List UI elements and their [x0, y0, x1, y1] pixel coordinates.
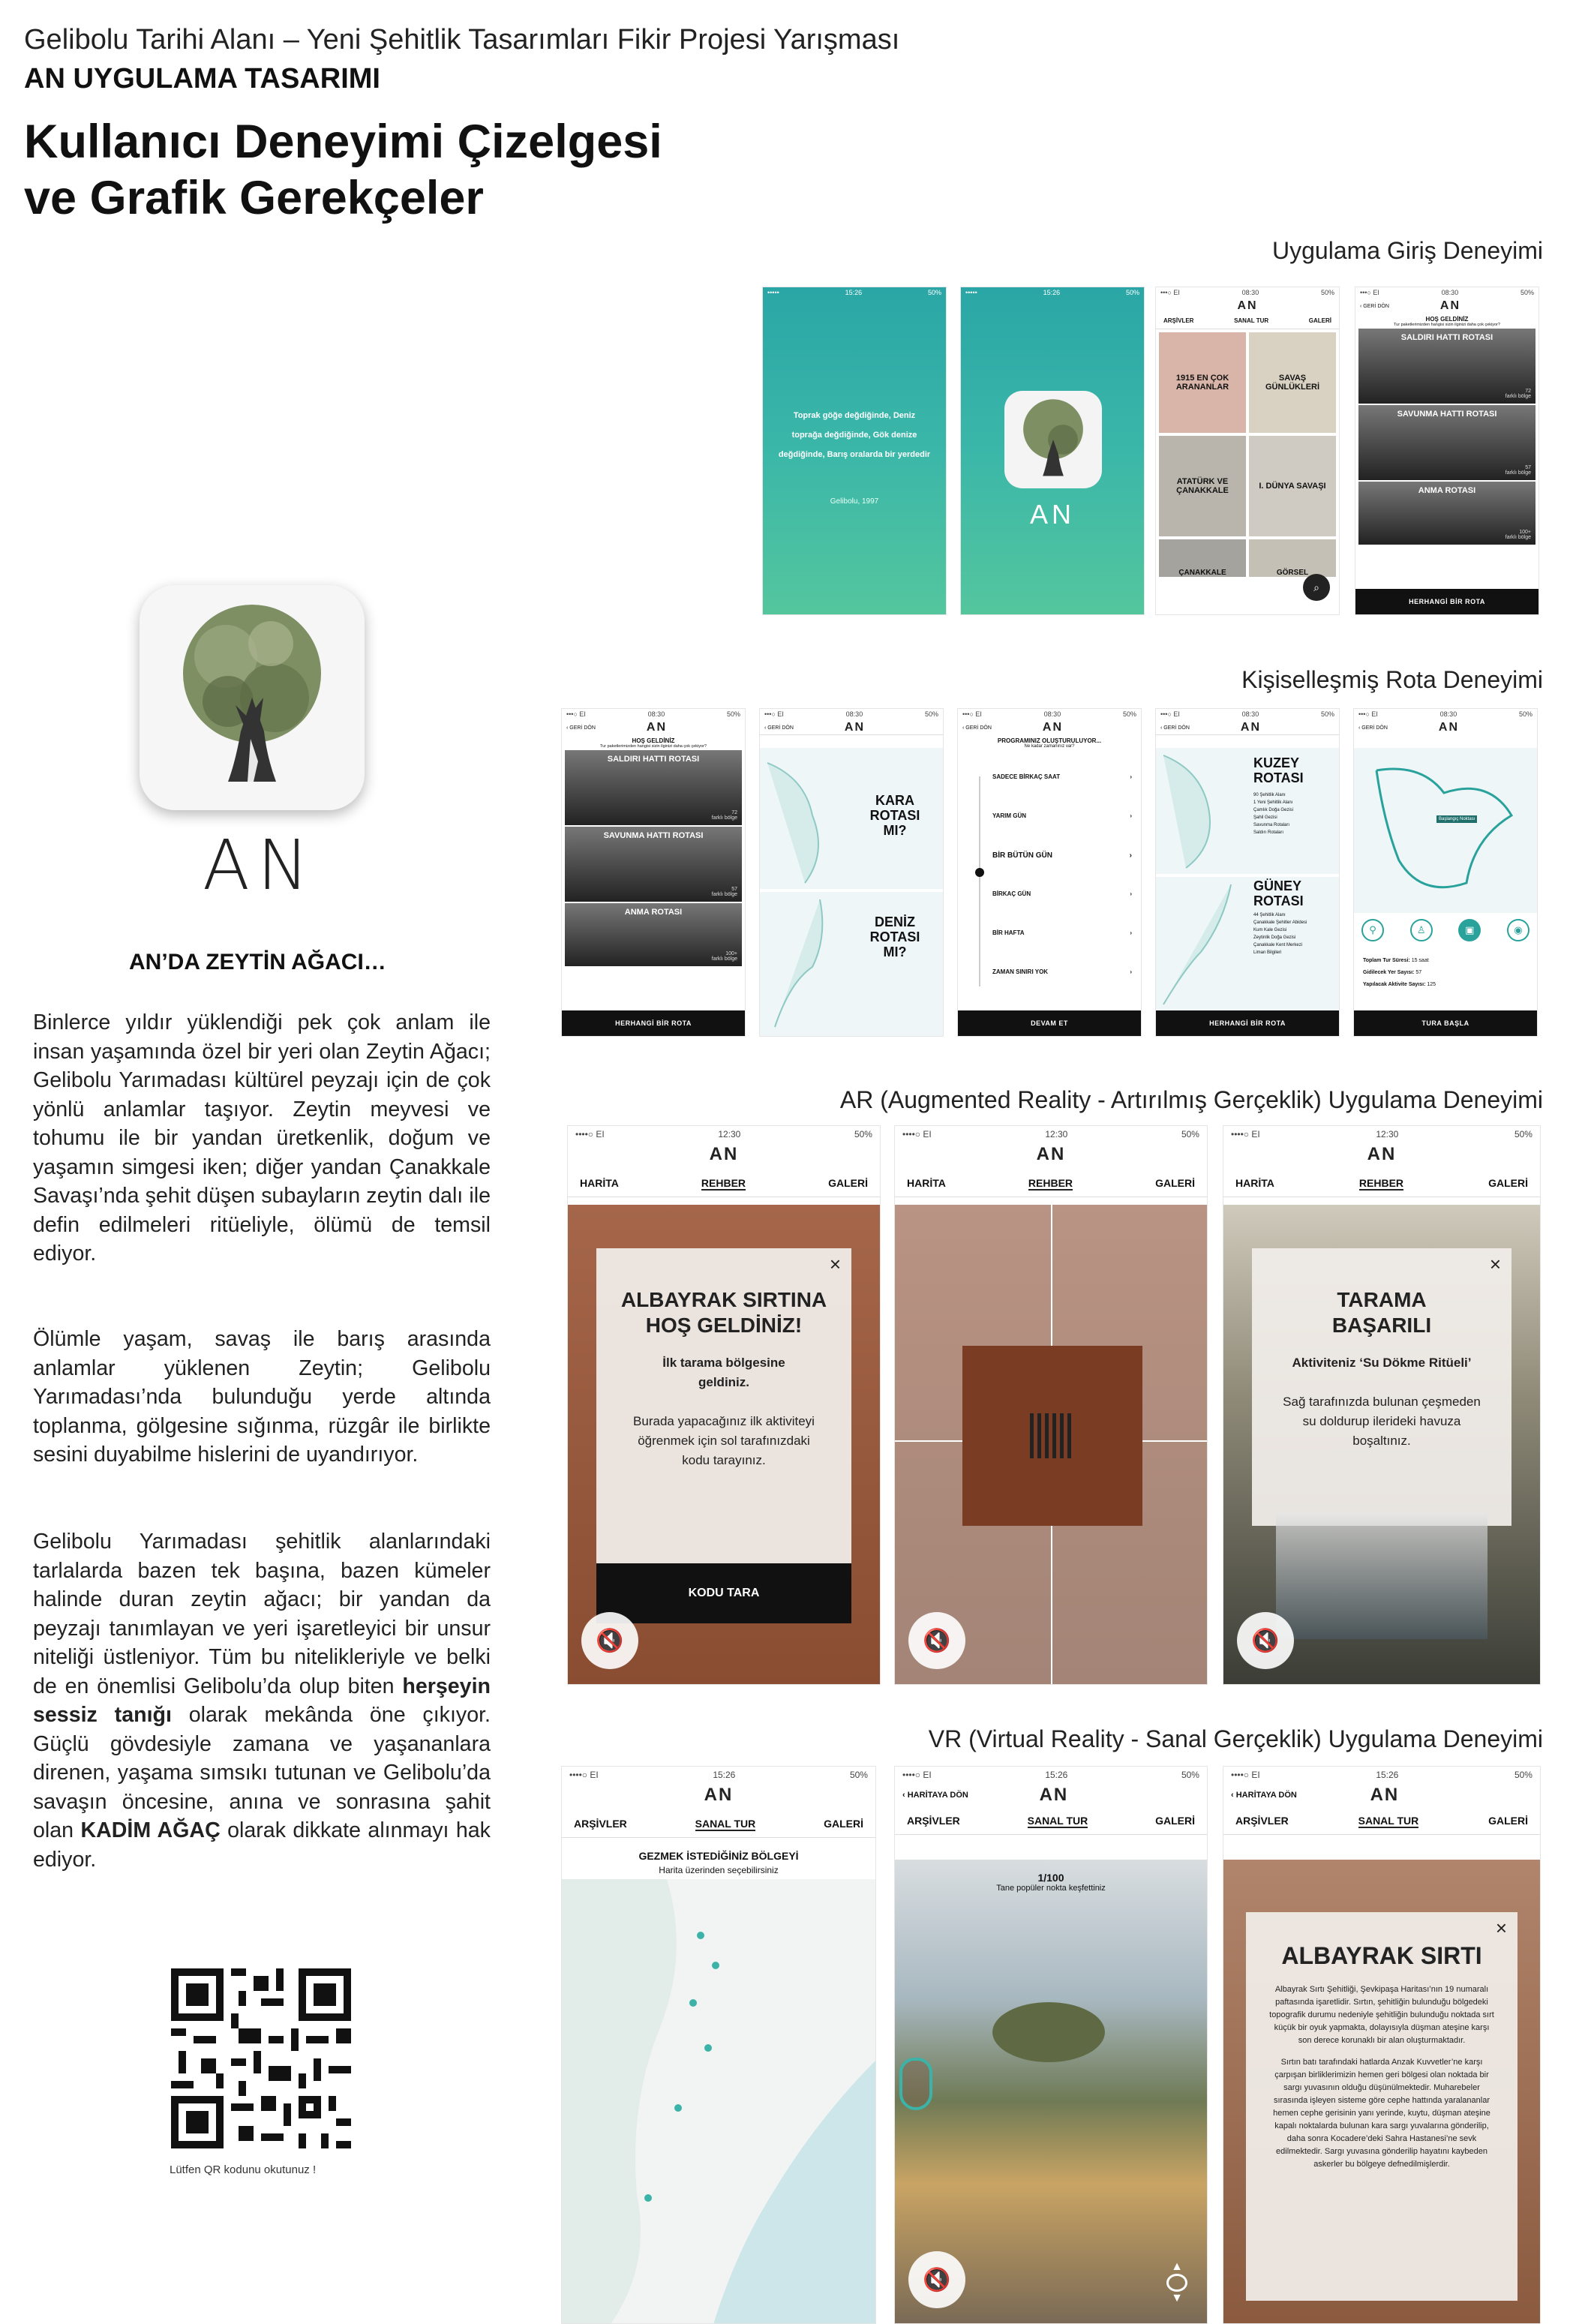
land-question: KARA ROTASI MI?: [869, 793, 920, 838]
intro-quote-source: Gelibolu, 1997: [830, 497, 879, 506]
tab-map[interactable]: HARİTA: [1235, 1177, 1274, 1189]
tile-war-diaries[interactable]: SAVAŞ GÜNLÜKLERİ: [1249, 332, 1336, 433]
qr-code[interactable]: [171, 1968, 351, 2148]
vr-panorama[interactable]: [895, 1860, 1207, 2323]
tab-guide[interactable]: REHBER: [1028, 1177, 1073, 1189]
card-subtitle: İlk tarama bölgesine geldiniz.: [662, 1356, 785, 1389]
back-button[interactable]: ‹ GERİ DÖN: [1358, 725, 1388, 731]
route-card-memorial[interactable]: ANMA ROTASI 100+ farklı bölge: [565, 903, 742, 966]
time-option[interactable]: SADECE BİRKAÇ SAAT ›: [992, 773, 1132, 812]
section-vr-label: VR (Virtual Reality - Sanal Gerçeklik) Uygulama Deneyimi: [928, 1725, 1543, 1752]
tree-heading: AN’DA ZEYTİN AĞACI…: [129, 950, 386, 974]
arrow-down-icon[interactable]: ▼: [1171, 2292, 1183, 2304]
ar-welcome-screen: ••••○ EI 12:30 50% AN HARİTA REHBER GALERİ × ALBAYRAK SIRTINA HOŞ GELDİNİZ! İlk tarama bölgesine geldiniz. Burada yapacağınız ilk aktiviteyi öğrenmek için sol tarafınızdaki kodu tarayınız. KODU TARA 🔇: [567, 1125, 881, 1685]
chevron-right-icon: ›: [1130, 773, 1132, 780]
tab-archives[interactable]: ARŞİVLER: [574, 1818, 627, 1830]
navigation-control[interactable]: [1162, 2260, 1192, 2305]
site-text-2: Sırtın batı tarafındaki hatlarda Anzak Kuvvetler’ne karşı çarpışan birliklerimizin hemen geri bölgesi olan noktada bir sargı yuvasının olduğu düşünülmektedir. Muharebeler sırasında işleyen sisteme göre cephe hattında yaralananlar hemen cephe gerisinin yanı yerinde, kuytu, düşman ateşine kapalı noktalarda bulunan kara sargı yuvalarına gönderilip, daha sonra Kocadere’deki Sahra Hastanesi’ne sevk edilmektedir. Sargı yuvasına gönderilip hayatını kaybeden askerler bu bölgeye defnedilmişlerdir.: [1273, 2058, 1490, 2169]
land-option[interactable]: [760, 748, 943, 890]
tile-canakkale[interactable]: ÇANAKKALE: [1159, 539, 1246, 577]
welcome-card: [596, 1248, 851, 1599]
paragraph-2: Ölümle yaşam, savaş ile barış arasında anlamlar yüklenen Zeytin; Gelibolu Yarımadası’nda bulunduğu yerde altında toplanma, gölgesine sığınma, rüzgâr ile birlikte sesini duyabilme hislerini de uyandırıyor.: [33, 1327, 491, 1467]
welcome-sub: Tur paketlerimizden hangisi sizin ilginizi daha çok çekiyor?: [1394, 323, 1500, 327]
screen-logo: AN: [1039, 1785, 1069, 1805]
chevron-left-icon: ‹: [1231, 1791, 1236, 1800]
card-subtitle: Aktiviteniz ‘Su Dökme Ritüeli’: [1292, 1356, 1472, 1370]
mute-icon[interactable]: 🔇: [908, 2251, 965, 2308]
chevron-left-icon: ‹: [902, 1791, 908, 1800]
back-button[interactable]: ‹ GERİ DÖN: [1360, 303, 1389, 309]
screen-logo: AN: [709, 1144, 739, 1164]
tab-guide[interactable]: REHBER: [701, 1177, 746, 1189]
chevron-left-icon: ‹: [566, 725, 570, 731]
south-title: GÜNEY ROTASI: [1253, 878, 1304, 908]
tab-gallery[interactable]: GALERİ: [824, 1818, 863, 1830]
ar-camera-view: [1223, 1205, 1540, 1684]
route-map[interactable]: [1354, 748, 1537, 913]
chevron-right-icon: ›: [1130, 968, 1132, 975]
tab-archives[interactable]: ARŞİVLER: [1163, 317, 1194, 324]
route-welcome-screen: •••○ EI 08:30 50% ‹ GERİ DÖN AN HOŞ GELDİNİZ Tur paketlerimizden hangisi sizin ilginizi daha çok çekiyor? SALDIRI HATTI ROTASI 72 farklı bölge SAVUNMA HATTI ROTASI 57 farklı bölge ANMA ROTASI 100+ farklı bölge HERHANGİ BİR ROTA: [561, 708, 746, 1037]
welcome-title: HOŞ GELDİNİZ: [1425, 316, 1469, 323]
bus-icon[interactable]: ▣: [1458, 919, 1481, 941]
ar-camera-view: [895, 1205, 1207, 1684]
card-title: TARAMA BAŞARILI: [1331, 1288, 1432, 1337]
screen-logo: AN: [1237, 299, 1258, 312]
app-icon: [140, 585, 365, 810]
vr-map-screen: ••••○ EI 15:26 50% AN ARŞİVLER SANAL TUR GALERİ GEZMEK İSTEDİĞİNİZ BÖLGEYİ Harita üzerinden seçebilirsiniz: [561, 1766, 876, 2324]
qr-caption: Lütfen QR kodunu okutunuz !: [170, 2163, 317, 2176]
competition-title: Gelibolu Tarihi Alanı – Yeni Şehitlik Tasarımları Fikir Projesi Yarışması: [24, 24, 900, 56]
intro-quote: Toprak göğe değdiğinde, Deniz toprağa değdiğinde, Gök denize değdiğinde, Barış oralarda bir yerdedir: [778, 411, 931, 459]
map-pin[interactable]: [644, 2194, 652, 2202]
section-ar-label: AR (Augmented Reality - Artırılmış Gerçeklik) Uygulama Deneyimi: [839, 1086, 1543, 1113]
chevron-left-icon: ‹: [962, 725, 966, 731]
program-sub: Ne kadar zamanınız var?: [1024, 744, 1075, 749]
map-pin[interactable]: [674, 2104, 682, 2112]
scan-code-button[interactable]: KODU TARA: [596, 1563, 851, 1623]
chevron-right-icon: ›: [1130, 929, 1132, 936]
tile-visual[interactable]: GÖRSEL: [1249, 539, 1336, 577]
bike-icon[interactable]: ⚲: [1361, 919, 1384, 941]
back-to-map-button[interactable]: ‹ HARİTAYA DÖN: [902, 1791, 968, 1800]
land-sea-screen: •••○ EI 08:30 50% ‹ GERİ DÖN AN KARA ROTASI MI? DENİZ ROTASI MI?: [759, 708, 944, 1037]
ar-camera-view: [568, 1205, 880, 1684]
walk-icon[interactable]: ♙: [1410, 919, 1433, 941]
brand-logo: AN: [203, 825, 317, 905]
success-card: [1252, 1248, 1511, 1526]
intro-archive-screen: •••○ EI 08:30 50% AN ARŞİVLER SANAL TUR GALERİ 1915 EN ÇOK ARANANLAR SAVAŞ GÜNLÜKLERİ ATATÜRK VE ÇANAKKALE I. DÜNYA SAVAŞI ÇANAKKALE GÖRSEL ⌕: [1155, 287, 1340, 615]
tile-most-searched[interactable]: 1915 EN ÇOK ARANANLAR: [1159, 332, 1246, 433]
tab-archives[interactable]: ARŞİVLER: [907, 1815, 960, 1827]
site-info-card: [1246, 1912, 1517, 2301]
chevron-right-icon: ›: [1130, 812, 1132, 819]
card-text: Sağ tarafınızda bulunan çeşmeden su doldurup ilerideki havuza boşaltınız.: [1283, 1395, 1481, 1448]
screen-logo: AN: [844, 721, 865, 734]
north-route-option[interactable]: [1156, 748, 1339, 875]
back-to-map-button[interactable]: ‹ HARİTAYA DÖN: [1231, 1791, 1297, 1800]
mute-icon[interactable]: 🔇: [908, 1612, 965, 1669]
tab-gallery[interactable]: GALERİ: [1155, 1815, 1195, 1827]
tab-virtual-tour[interactable]: SANAL TUR: [1234, 317, 1269, 324]
north-title: KUZEY ROTASI: [1253, 755, 1304, 785]
scan-target: [962, 1346, 1142, 1526]
mute-icon[interactable]: 🔇: [1237, 1612, 1294, 1669]
time-selection-screen: •••○ EI 08:30 50% ‹ GERİ DÖN AN PROGRAMINIZ OLUŞTURULUYOR... Ne kadar zamanınız var? SADECE BİRKAÇ SAAT › YARIM GÜN › BİR BÜTÜN GÜN › BİRKAÇ GÜN › BİR HAFTA › ZAMAN SINIRI YOK › DEVAM ET: [957, 708, 1142, 1037]
back-button[interactable]: ‹ GERİ DÖN: [566, 725, 596, 731]
start-tour-button[interactable]: TURA BAŞLA: [1354, 1010, 1537, 1036]
chevron-left-icon: ‹: [1160, 725, 1164, 731]
map-pin[interactable]: [704, 2044, 712, 2052]
card-title: ALBAYRAK SIRTINA HOŞ GELDİNİZ!: [620, 1288, 827, 1337]
region-map[interactable]: [562, 1879, 875, 2323]
region-title: GEZMEK İSTEDİĞİNİZ BÖLGEYİ: [638, 1850, 799, 1862]
time-option[interactable]: BİR HAFTA ›: [992, 929, 1132, 968]
intro-quote-screen: ••••• 15:26 50% Toprak göğe değdiğinde, Deniz toprağa değdiğinde, Gök denize değdiğinde, Barış oralarda bir yerdedir Gelibolu, 1997: [762, 287, 947, 615]
continue-button[interactable]: DEVAM ET: [958, 1010, 1141, 1036]
tab-guide[interactable]: REHBER: [1358, 1177, 1404, 1189]
stat-row: Toplam Tur Süresi: 15 saat: [1363, 958, 1429, 963]
any-route-button[interactable]: HERHANGİ BİR ROTA: [562, 1010, 745, 1036]
tile-ww1[interactable]: I. DÜNYA SAVAŞI: [1249, 436, 1336, 536]
site-text-1: Albayrak Sırtı Şehitliği, Şevkipaşa Haritası’nın 19 numaralı paftasında işaretlidir. Sırtın, şehitliğin bulunduğu bölgedeki topografik durumu nedeniyle şehitliğin bulunduğu noktada sırt küçük bir oyuk yapmakta, dolayısıyla düşman ateşine karşı son derece korunaklı bir alan oluşturmaktadır.: [1269, 1985, 1494, 2045]
discover-sub: Tane popüler nokta keşfettiniz: [996, 1884, 1106, 1893]
map-pin[interactable]: [712, 1962, 719, 1969]
chevron-right-icon: ›: [1129, 851, 1132, 860]
screen-logo: AN: [1036, 1144, 1066, 1164]
screen-logo: AN: [1439, 299, 1460, 312]
splash-app-icon: [1004, 391, 1102, 488]
intro-splash-screen: ••••• 15:26 50% AN: [960, 287, 1145, 615]
program-title: PROGRAMINIZ OLUŞTURULUYOR...: [997, 737, 1102, 744]
stat-row: Yapılacak Aktivite Sayısı: 125: [1363, 982, 1436, 987]
start-point-pin[interactable]: Başlangıç Noktası: [1436, 815, 1477, 823]
route-card-attack[interactable]: SALDIRI HATTI ROTASI 72 farklı bölge: [1358, 329, 1535, 404]
any-route-button[interactable]: HERHANGİ BİR ROTA: [1355, 589, 1538, 614]
tab-map[interactable]: HARİTA: [907, 1177, 946, 1189]
time-option[interactable]: BİRKAÇ GÜN ›: [992, 890, 1132, 929]
tab-gallery[interactable]: GALERİ: [1488, 1815, 1528, 1827]
time-option[interactable]: ZAMAN SINIRI YOK ›: [992, 968, 1132, 998]
search-icon[interactable]: ⌕: [1303, 574, 1330, 601]
tab-gallery[interactable]: GALERİ: [1488, 1177, 1528, 1189]
car-icon[interactable]: ◉: [1507, 919, 1529, 941]
close-icon[interactable]: ×: [1489, 1253, 1501, 1275]
section-intro-label: Uygulama Giriş Deneyimi: [1272, 237, 1543, 264]
tab-archives[interactable]: ARŞİVLER: [1235, 1815, 1289, 1827]
olive-tree-icon: [140, 585, 365, 810]
region-sub: Harita üzerinden seçebilirsiniz: [659, 1865, 779, 1875]
welcome-title: HOŞ GELDİNİZ: [632, 737, 675, 744]
back-button[interactable]: ‹ GERİ DÖN: [764, 725, 794, 731]
qr-target-icon: [1030, 1413, 1075, 1458]
vr-background: [1223, 1860, 1540, 2323]
time-slider-line[interactable]: [979, 776, 980, 986]
time-option[interactable]: YARIM GÜN ›: [992, 812, 1132, 851]
south-list: 44 Şehitlik Alanı Çanakkale Şehitler Abidesi Kum Kale Gezisi Zeytinlik Doğa Gezisi Çanakkale Kent Merkezi Liman Bilgileri: [1253, 913, 1307, 955]
map-pin[interactable]: [689, 1999, 697, 2007]
screen-logo: AN: [646, 721, 667, 734]
arrow-up-icon[interactable]: ▲: [1171, 2260, 1183, 2273]
tab-gallery[interactable]: GALERİ: [1308, 317, 1331, 324]
paragraph-1: Binlerce yıldır yüklendiği pek çok anlam ile insan yaşamında özel bir yeri olan Zeytin Ağacı; Gelibolu Yarımadası kültürel peyzajı için de çok yönlü anlamlar taşıyor. Zeytin meyvesi ve tohumu ile bir yandan üretkenlik, doğum ve yaşamın simgesi iken; diğer yandan Çanakkale Savaşı’nda şehit düşen subayların zeytin dalı ile defin edilmeleri ritüeliyle, ölümü de temsil ediyor.: [33, 1010, 491, 1266]
south-route-option[interactable]: [1156, 877, 1339, 1010]
hotspot-marker[interactable]: [899, 2058, 932, 2110]
target-icon[interactable]: [1166, 2274, 1187, 2292]
welcome-sub: Tur paketlerimizden hangisi sizin ilginizi daha çok çekiyor?: [600, 744, 707, 749]
ar-scan-screen: ••••○ EI 12:30 50% AN HARİTA REHBER GALERİ 🔇: [894, 1125, 1208, 1685]
tab-virtual-tour[interactable]: SANAL TUR: [695, 1818, 756, 1830]
map-pin[interactable]: [697, 1932, 704, 1939]
north-south-screen: •••○ EI 08:30 50% ‹ GERİ DÖN AN KUZEY ROTASI 90 Şehitlik Alanı 1 Yeni Şehitlik Alanı Çamlık Doğa Gezisi Şahil Gezisi Savunma Rotaları Saldırı Rotaları GÜNEY ROTASI 44 Şehitlik Alanı Çanakkale Şehitler Abidesi Kum Kale Gezisi Zeytinlik Doğa Gezisi Çanakkale Kent Merkezi Liman Bilgileri HERHANGİ BİR ROTA: [1155, 708, 1340, 1037]
site-title: ALBAYRAK SIRTI: [1281, 1942, 1482, 1969]
discover-counter: 1/100: [1037, 1872, 1064, 1884]
tab-map[interactable]: HARİTA: [580, 1177, 619, 1189]
tile-ataturk[interactable]: ATATÜRK VE ÇANAKKALE: [1159, 436, 1246, 536]
route-card-attack[interactable]: SALDIRI HATTI ROTASI 72 farklı bölge: [565, 750, 742, 825]
chevron-right-icon: ›: [1130, 890, 1132, 897]
vr-tour-screen: ••••○ EI 15:26 50% ‹ HARİTAYA DÖN AN ARŞİVLER SANAL TUR GALERİ 1/100 Tane popüler nokta keşfettiniz 🔇 ▲ ▼: [894, 1766, 1208, 2324]
screen-logo: AN: [1370, 1785, 1400, 1805]
route-card-memorial[interactable]: ANMA ROTASI 100+ farklı bölge: [1358, 482, 1535, 545]
splash-logo: AN: [1029, 499, 1075, 530]
tab-gallery[interactable]: GALERİ: [1155, 1177, 1195, 1189]
chevron-left-icon: ‹: [1358, 725, 1362, 731]
chevron-left-icon: ‹: [1360, 303, 1364, 309]
time-option-selected[interactable]: BİR BÜTÜN GÜN ›: [992, 851, 1132, 890]
mute-icon[interactable]: 🔇: [581, 1612, 638, 1669]
ar-success-screen: ••••○ EI 12:30 50% AN HARİTA REHBER GALERİ × TARAMA BAŞARILI Aktiviteniz ‘Su Dökme Ritüeli’ Sağ tarafınızda bulunan çeşmeden su doldurup ilerideki havuza boşaltınız. 🔇: [1223, 1125, 1541, 1685]
stat-row: Gidilecek Yer Sayısı: 57: [1363, 970, 1422, 975]
paragraph-3: Gelibolu Yarımadası şehitlik alanlarındaki tarlalarda bazen tek başına, bazen kümeler halinde duran zeytin ağacı; bir yandan da peyzajı tanımlayan ve yeri işaretleyici bir unsur niteliği üstleniyor. Tüm bu nitelikleriyle ve belki de en önemlisi Gelibolu’da olup biten herşeyin sessiz tanığı olarak mekânda öne çıkıyor. Güçlü gövdesiyle zamana ve yaşananlara direnen, yaşama sımsıkı tutunan ve Gelibolu’da savaşın öncesine, anına ve sonrasına şahit olan KADİM AĞAÇ olarak dikkate alınmayı hak ediyor.: [33, 1530, 491, 1872]
chevron-left-icon: ‹: [764, 725, 768, 731]
tab-virtual-tour[interactable]: SANAL TUR: [1358, 1815, 1419, 1827]
route-card-defense[interactable]: SAVUNMA HATTI ROTASI 57 farklı bölge: [1358, 405, 1535, 480]
close-icon[interactable]: ×: [1495, 1917, 1507, 1939]
route-map-screen: •••○ EI 08:30 50% ‹ GERİ DÖN AN Başlangıç Noktası ⚲ ♙ ▣ ◉ Toplam Tur Süresi: 15 saat Gidilecek Yer Sayısı: 57 Yapılacak Aktivite Sayısı: 125 TURA BAŞLA: [1353, 708, 1538, 1037]
sea-question: DENİZ ROTASI MI?: [869, 914, 920, 959]
card-text: Burada yapacağınız ilk aktiviteyi öğrenmek için sol tarafınızdaki kodu tarayınız.: [633, 1414, 815, 1467]
screen-logo: AN: [1042, 721, 1063, 734]
close-icon[interactable]: ×: [829, 1253, 841, 1275]
screen-logo: AN: [1438, 721, 1459, 734]
any-route-button[interactable]: HERHANGİ BİR ROTA: [1156, 1010, 1339, 1036]
time-slider-knob[interactable]: [975, 868, 984, 877]
route-card-defense[interactable]: SAVUNMA HATTI ROTASI 57 farklı bölge: [565, 827, 742, 902]
section-route-label: Kişiselleşmiş Rota Deneyimi: [1241, 666, 1543, 693]
section-title: AN UYGULAMA TASARIMI: [24, 63, 380, 95]
screen-logo: AN: [704, 1785, 734, 1805]
screen-logo: AN: [1240, 721, 1261, 734]
back-button[interactable]: ‹ GERİ DÖN: [1160, 725, 1190, 731]
vr-info-screen: ••••○ EI 15:26 50% ‹ HARİTAYA DÖN AN ARŞİVLER SANAL TUR GALERİ × ALBAYRAK SIRTI Albayrak Sırtı Şehitliği, Şevkipaşa Haritası’nın 19 numaralı paftasında işaretlidir. Sırtın, şehitliğin bulunduğu bölgedeki topografik durumu nedeniyle şehitliğin bulunduğu noktada sırt küçük bir oyuk yapmakta, dolayısıyla düşman ateşine karşı son derece korunaklı bir alan oluşturmaktadır. Sırtın batı tarafındaki hatlarda Anzak Kuvvetler’ne karşı çarpışan birliklerimizin hemen geri bölgesi olan noktada bir sargı yuvasının olduğu düşünülmektedir. Muharebeler sırasında işleyen sisteme göre cephe hattında yaralananlar hemen cephe gerisinin yanı yerinde, kuytu, düşman ateşine kapalı noktalarda bulunan kara sargı yuvalarına gönderilip, daha sonra Kocadere’deki Sahra Hastanesi’ne sevk edilmektedir. Sargı yuvasına gönderilip hayatını kaybeden askerler bu bölgeye defnedilmişlerdir.: [1223, 1766, 1541, 2324]
intro-welcome-screen: •••○ EI 08:30 50% ‹ GERİ DÖN AN HOŞ GELDİNİZ Tur paketlerimizden hangisi sizin ilginizi daha çok çekiyor? SALDIRI HATTI ROTASI 72 farklı bölge SAVUNMA HATTI ROTASI 57 farklı bölge ANMA ROTASI 100+ farklı bölge HERHANGİ BİR ROTA: [1355, 287, 1539, 615]
tab-gallery[interactable]: GALERİ: [828, 1177, 868, 1189]
water-image: [1276, 1512, 1487, 1639]
screen-logo: AN: [1367, 1144, 1397, 1164]
back-button[interactable]: ‹ GERİ DÖN: [962, 725, 992, 731]
page-title: Kullanıcı Deneyimi Çizelgesi ve Grafik Gerekçeler: [24, 116, 662, 224]
tab-virtual-tour[interactable]: SANAL TUR: [1027, 1815, 1088, 1827]
north-list: 90 Şehitlik Alanı 1 Yeni Şehitlik Alanı Çamlık Doğa Gezisi Şahil Gezisi Savunma Rotaları Saldırı Rotaları: [1253, 793, 1294, 835]
sea-option[interactable]: [760, 892, 943, 1036]
olive-tree-image: [992, 2002, 1105, 2062]
